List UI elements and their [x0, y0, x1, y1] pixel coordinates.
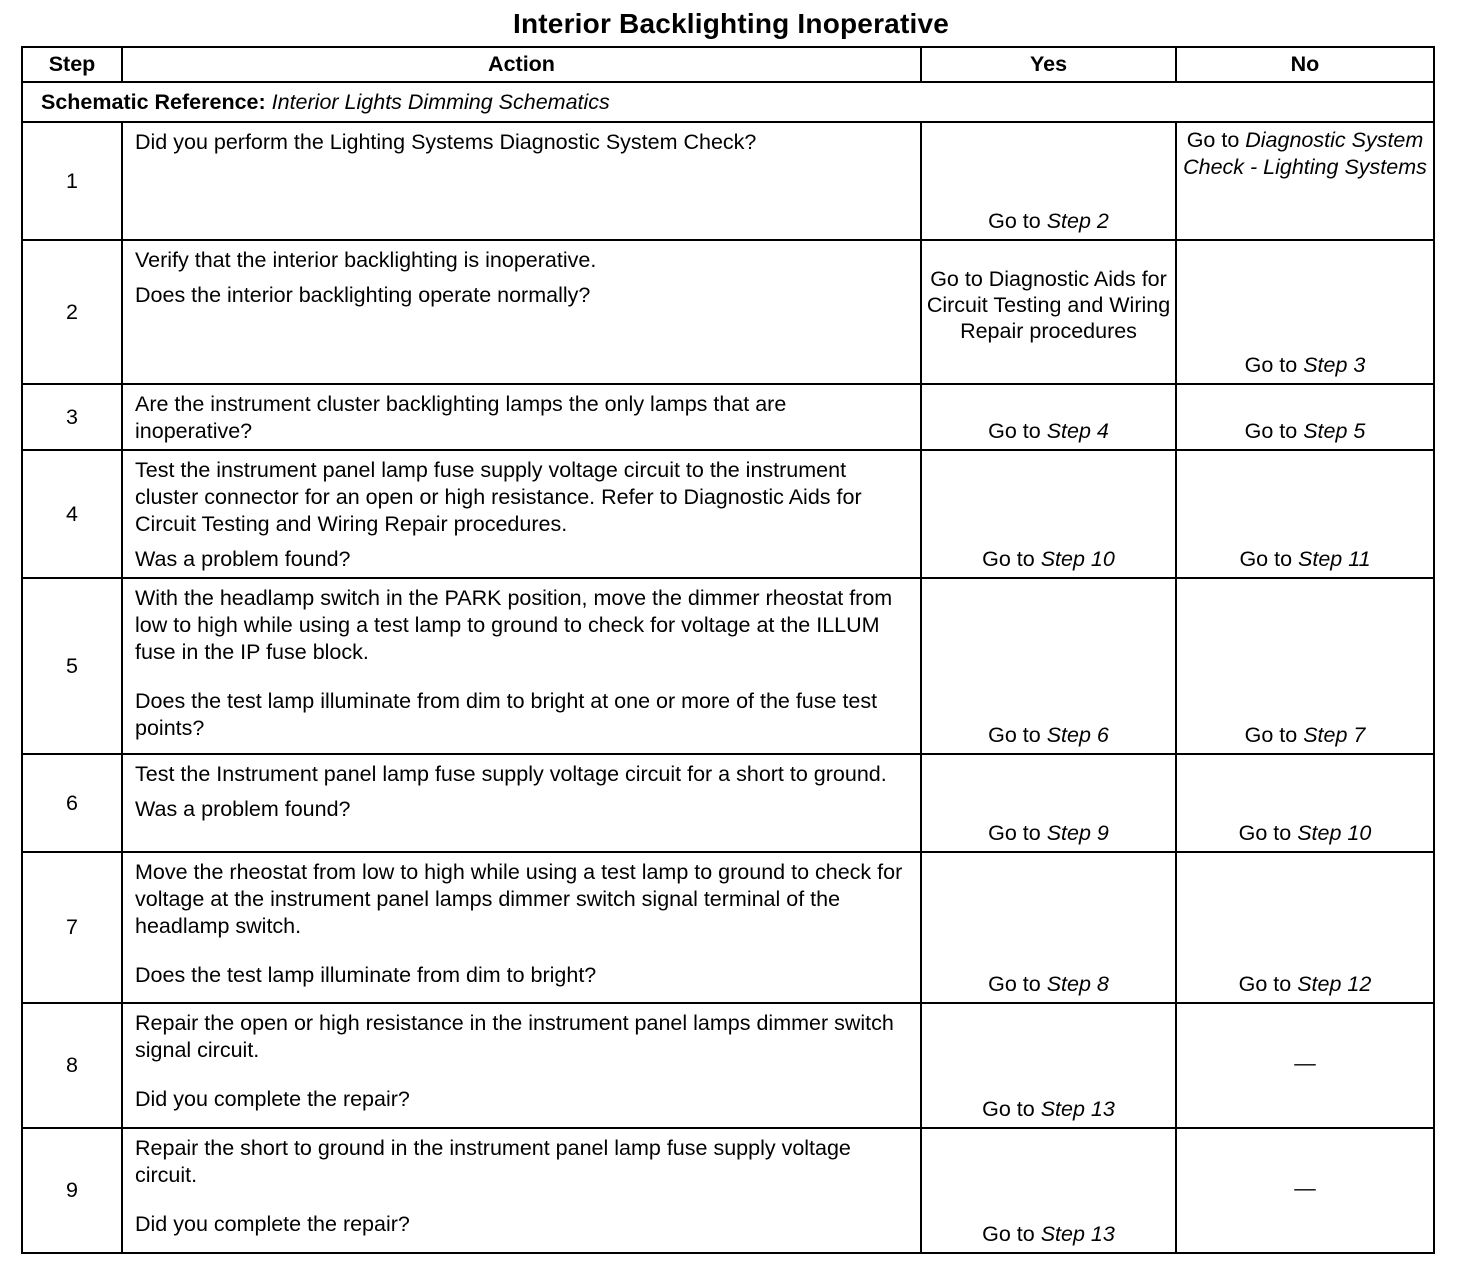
action-text: Move the rheostat from low to high while using a test lamp to ground to check for voltage at the instrument panel lamps dimmer switch signal terminal of the headlamp switch. [135, 860, 903, 938]
no-cell [1176, 450, 1434, 578]
no-target: — [1294, 1176, 1316, 1200]
schematic-label: Schematic Reference: [41, 89, 266, 114]
header-action: Action [122, 47, 921, 82]
yes-cell [921, 1128, 1176, 1253]
action-text: With the headlamp switch in the PARK position, move the dimmer rheostat from low to high while using a test lamp to ground to check for voltage at the ILLUM fuse in the IP fuse block. [135, 586, 893, 664]
goto-label: Go to [1238, 821, 1298, 845]
goto-label: Go to [988, 419, 1047, 443]
goto-label: Go to [1244, 419, 1304, 443]
action-cell [122, 1128, 921, 1253]
goto-label: Go to [982, 1097, 1041, 1121]
schematic-value: Interior Lights Dimming Schematics [271, 89, 610, 114]
action-question: Does the interior backlighting operate normally? [135, 283, 591, 307]
action-text: Test the Instrument panel lamp fuse supply voltage circuit for a short to ground. [135, 762, 887, 786]
no-target: Step 12 [1297, 972, 1372, 996]
action-cell [122, 384, 921, 450]
table-row [22, 450, 1434, 578]
yes-cell [921, 1003, 1176, 1128]
yes-target: Step 13 [1040, 1222, 1115, 1246]
step-number: 8 [22, 1003, 122, 1128]
action-question: Did you complete the repair? [135, 1087, 410, 1111]
goto-label: Go to [1244, 723, 1304, 747]
no-cell [1176, 1128, 1434, 1253]
action-question: Did you complete the repair? [135, 1212, 410, 1236]
action-cell [122, 1003, 921, 1128]
no-target: Step 10 [1297, 821, 1372, 845]
action-text: Repair the open or high resistance in the instrument panel lamps dimmer switch signal circuit. [135, 1011, 894, 1062]
goto-label: Go to [988, 821, 1047, 845]
schematic-reference-row [22, 82, 1434, 122]
action-question: Does the test lamp illuminate from dim to bright? [135, 963, 597, 987]
schematic-reference [22, 82, 1434, 122]
step-number: 2 [22, 240, 122, 384]
step-number: 9 [22, 1128, 122, 1253]
header-no: No [1176, 47, 1434, 82]
action-question: Was a problem found? [135, 547, 351, 571]
action-cell [122, 122, 921, 240]
yes-cell [921, 450, 1176, 578]
action-cell [122, 450, 921, 578]
no-target: Step 7 [1303, 723, 1366, 747]
goto-label: Go to [982, 1222, 1041, 1246]
step-number: 3 [22, 384, 122, 450]
table-row [22, 122, 1434, 240]
yes-target: Step 2 [1046, 209, 1109, 233]
table-row [22, 240, 1434, 384]
no-cell [1176, 240, 1434, 384]
action-cell [122, 240, 921, 384]
yes-cell [921, 240, 1176, 384]
no-cell [1176, 1003, 1434, 1128]
action-question: Does the test lamp illuminate from dim to bright at one or more of the fuse test points? [135, 689, 878, 740]
step-number: 5 [22, 578, 122, 754]
yes-target: Step 6 [1046, 723, 1109, 747]
yes-target: Step 9 [1046, 821, 1109, 845]
yes-cell [921, 578, 1176, 754]
no-cell [1176, 122, 1434, 240]
diagnostic-table [21, 46, 1435, 1254]
goto-label: Go to [1239, 547, 1299, 571]
table-row [22, 578, 1434, 754]
no-cell [1176, 852, 1434, 1003]
no-cell [1176, 754, 1434, 852]
action-text: Are the instrument cluster backlighting lamps the only lamps that are inoperative? [135, 392, 787, 443]
action-cell [122, 578, 921, 754]
goto-label: Go to [988, 209, 1047, 233]
no-target: Step 3 [1303, 353, 1366, 377]
action-cell [122, 754, 921, 852]
action-text: Test the instrument panel lamp fuse supply voltage circuit to the instrument cluster connector for an open or high resistance. Refer to Diagnostic Aids for Circuit Testing and Wiring Repair procedures. [135, 458, 862, 536]
header-step: Step [22, 47, 122, 82]
yes-cell [921, 384, 1176, 450]
table-row [22, 852, 1434, 1003]
no-cell [1176, 384, 1434, 450]
header-row [22, 47, 1434, 82]
no-target: Step 11 [1298, 547, 1371, 571]
step-number: 6 [22, 754, 122, 852]
goto-label: Go to [982, 547, 1041, 571]
yes-target: Step 10 [1040, 547, 1115, 571]
goto-label: Go to [988, 723, 1047, 747]
action-text: Verify that the interior backlighting is inoperative. [135, 248, 597, 272]
document-title: Interior Backlighting Inoperative [512, 8, 949, 39]
yes-target: Step 4 [1046, 419, 1109, 443]
goto-label: Go to [1244, 353, 1304, 377]
goto-label: Go to [1186, 128, 1246, 152]
action-text: Did you perform the Lighting Systems Diagnostic System Check? [135, 130, 757, 154]
no-target: Step 5 [1303, 419, 1366, 443]
yes-target: Step 8 [1046, 972, 1109, 996]
yes-cell [921, 852, 1176, 1003]
no-target: Diagnostic System Check - Lighting Systems [1183, 128, 1427, 179]
no-target: — [1294, 1051, 1316, 1075]
table-row [22, 1003, 1434, 1128]
table-row [22, 384, 1434, 450]
action-cell [122, 852, 921, 1003]
no-cell [1176, 578, 1434, 754]
table-row [22, 754, 1434, 852]
step-number: 4 [22, 450, 122, 578]
goto-label: Go to [1238, 972, 1298, 996]
yes-cell [921, 754, 1176, 852]
step-number: 7 [22, 852, 122, 1003]
header-yes: Yes [921, 47, 1176, 82]
table-row [22, 1128, 1434, 1253]
step-number: 1 [22, 122, 122, 240]
yes-target: Step 13 [1040, 1097, 1115, 1121]
action-question: Was a problem found? [135, 797, 351, 821]
goto-label: Go to [988, 972, 1047, 996]
action-text: Repair the short to ground in the instrument panel lamp fuse supply voltage circuit. [135, 1136, 851, 1187]
yes-cell [921, 122, 1176, 240]
yes-target: Go to Diagnostic Aids for Circuit Testing and Wiring Repair procedures [926, 267, 1171, 343]
